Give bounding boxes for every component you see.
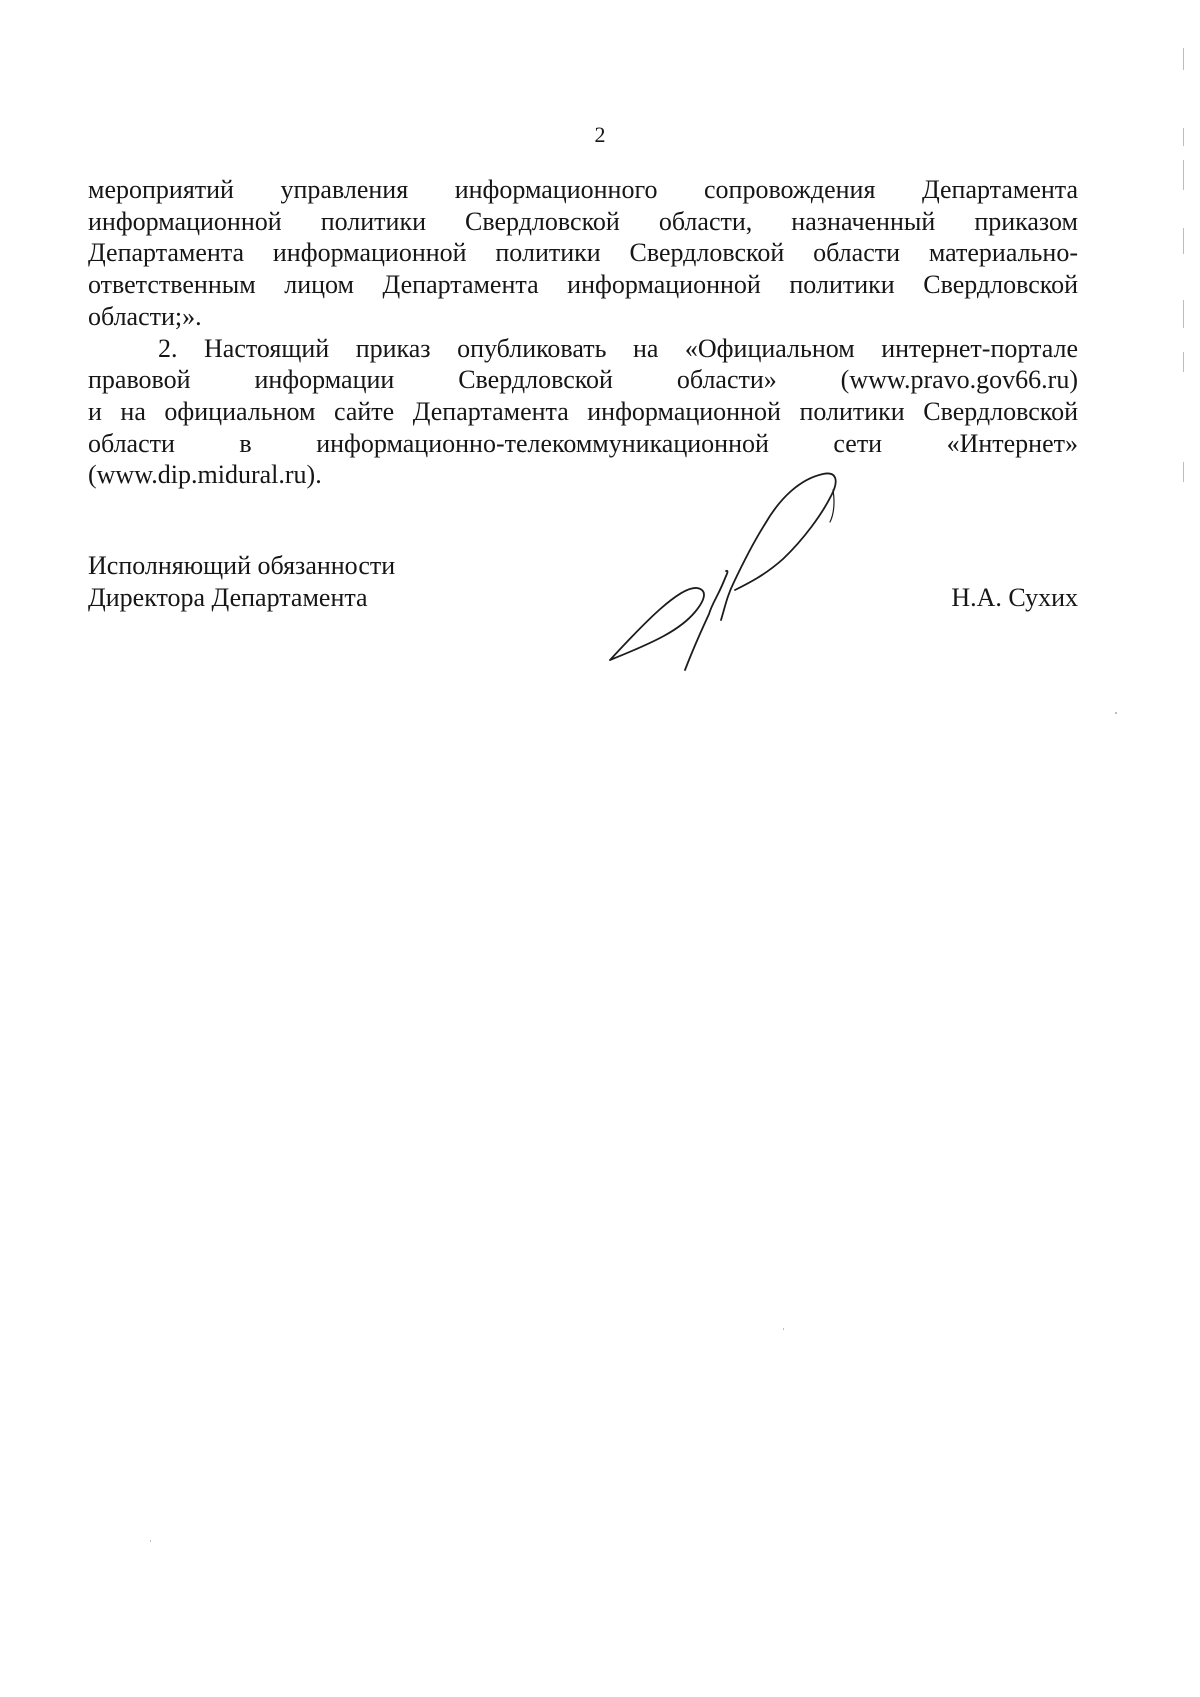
signer-position-line-1: Исполняющий обязанности xyxy=(88,551,396,580)
paragraph-line: мероприятий управления информационного сопровождения Департамента xyxy=(88,175,1078,204)
handwritten-signature xyxy=(585,462,855,672)
paragraph-1 xyxy=(88,174,1078,333)
scan-artifact xyxy=(1183,352,1184,372)
paragraph-line: 2. Настоящий приказ опубликовать на «Официальном интернет-портале xyxy=(158,333,1078,363)
scan-artifact xyxy=(1183,462,1184,482)
paragraph-line: области;». xyxy=(88,301,202,331)
scan-artifact xyxy=(783,1328,784,1330)
scan-artifact xyxy=(1115,712,1117,714)
paragraph-line: Департамента информационной политики Свердловской области материально- xyxy=(88,238,1078,268)
scan-artifact xyxy=(1183,160,1184,190)
page-number: 2 xyxy=(594,122,606,147)
document-body xyxy=(88,174,1078,491)
paragraph-line: правовой информации Свердловской области» (www.pravo.gov66.ru) xyxy=(88,365,1078,395)
scan-artifact xyxy=(150,1540,151,1542)
scan-artifact xyxy=(1183,128,1184,146)
paragraph-line: и на официальном сайте Департамента информационной политики Свердловской xyxy=(88,396,1078,426)
scan-artifact xyxy=(1183,228,1184,254)
paragraph-line: (www.dip.midural.ru). xyxy=(88,460,322,490)
signer-name: Н.А. Сухих xyxy=(951,583,1078,612)
paragraph-line: области в информационно-телекоммуникационной сети «Интернет» xyxy=(88,428,1078,458)
signer-position-line-2: Директора Департамента xyxy=(88,583,368,612)
paragraph-2 xyxy=(88,333,1078,492)
scan-artifact xyxy=(1183,300,1184,328)
paragraph-line: ответственным лицом Департамента информационной политики Свердловской xyxy=(88,270,1078,300)
scan-artifact xyxy=(1183,48,1184,70)
signer-position xyxy=(88,550,395,614)
paragraph-line: информационной политики Свердловской области, назначенный приказом xyxy=(88,206,1078,236)
